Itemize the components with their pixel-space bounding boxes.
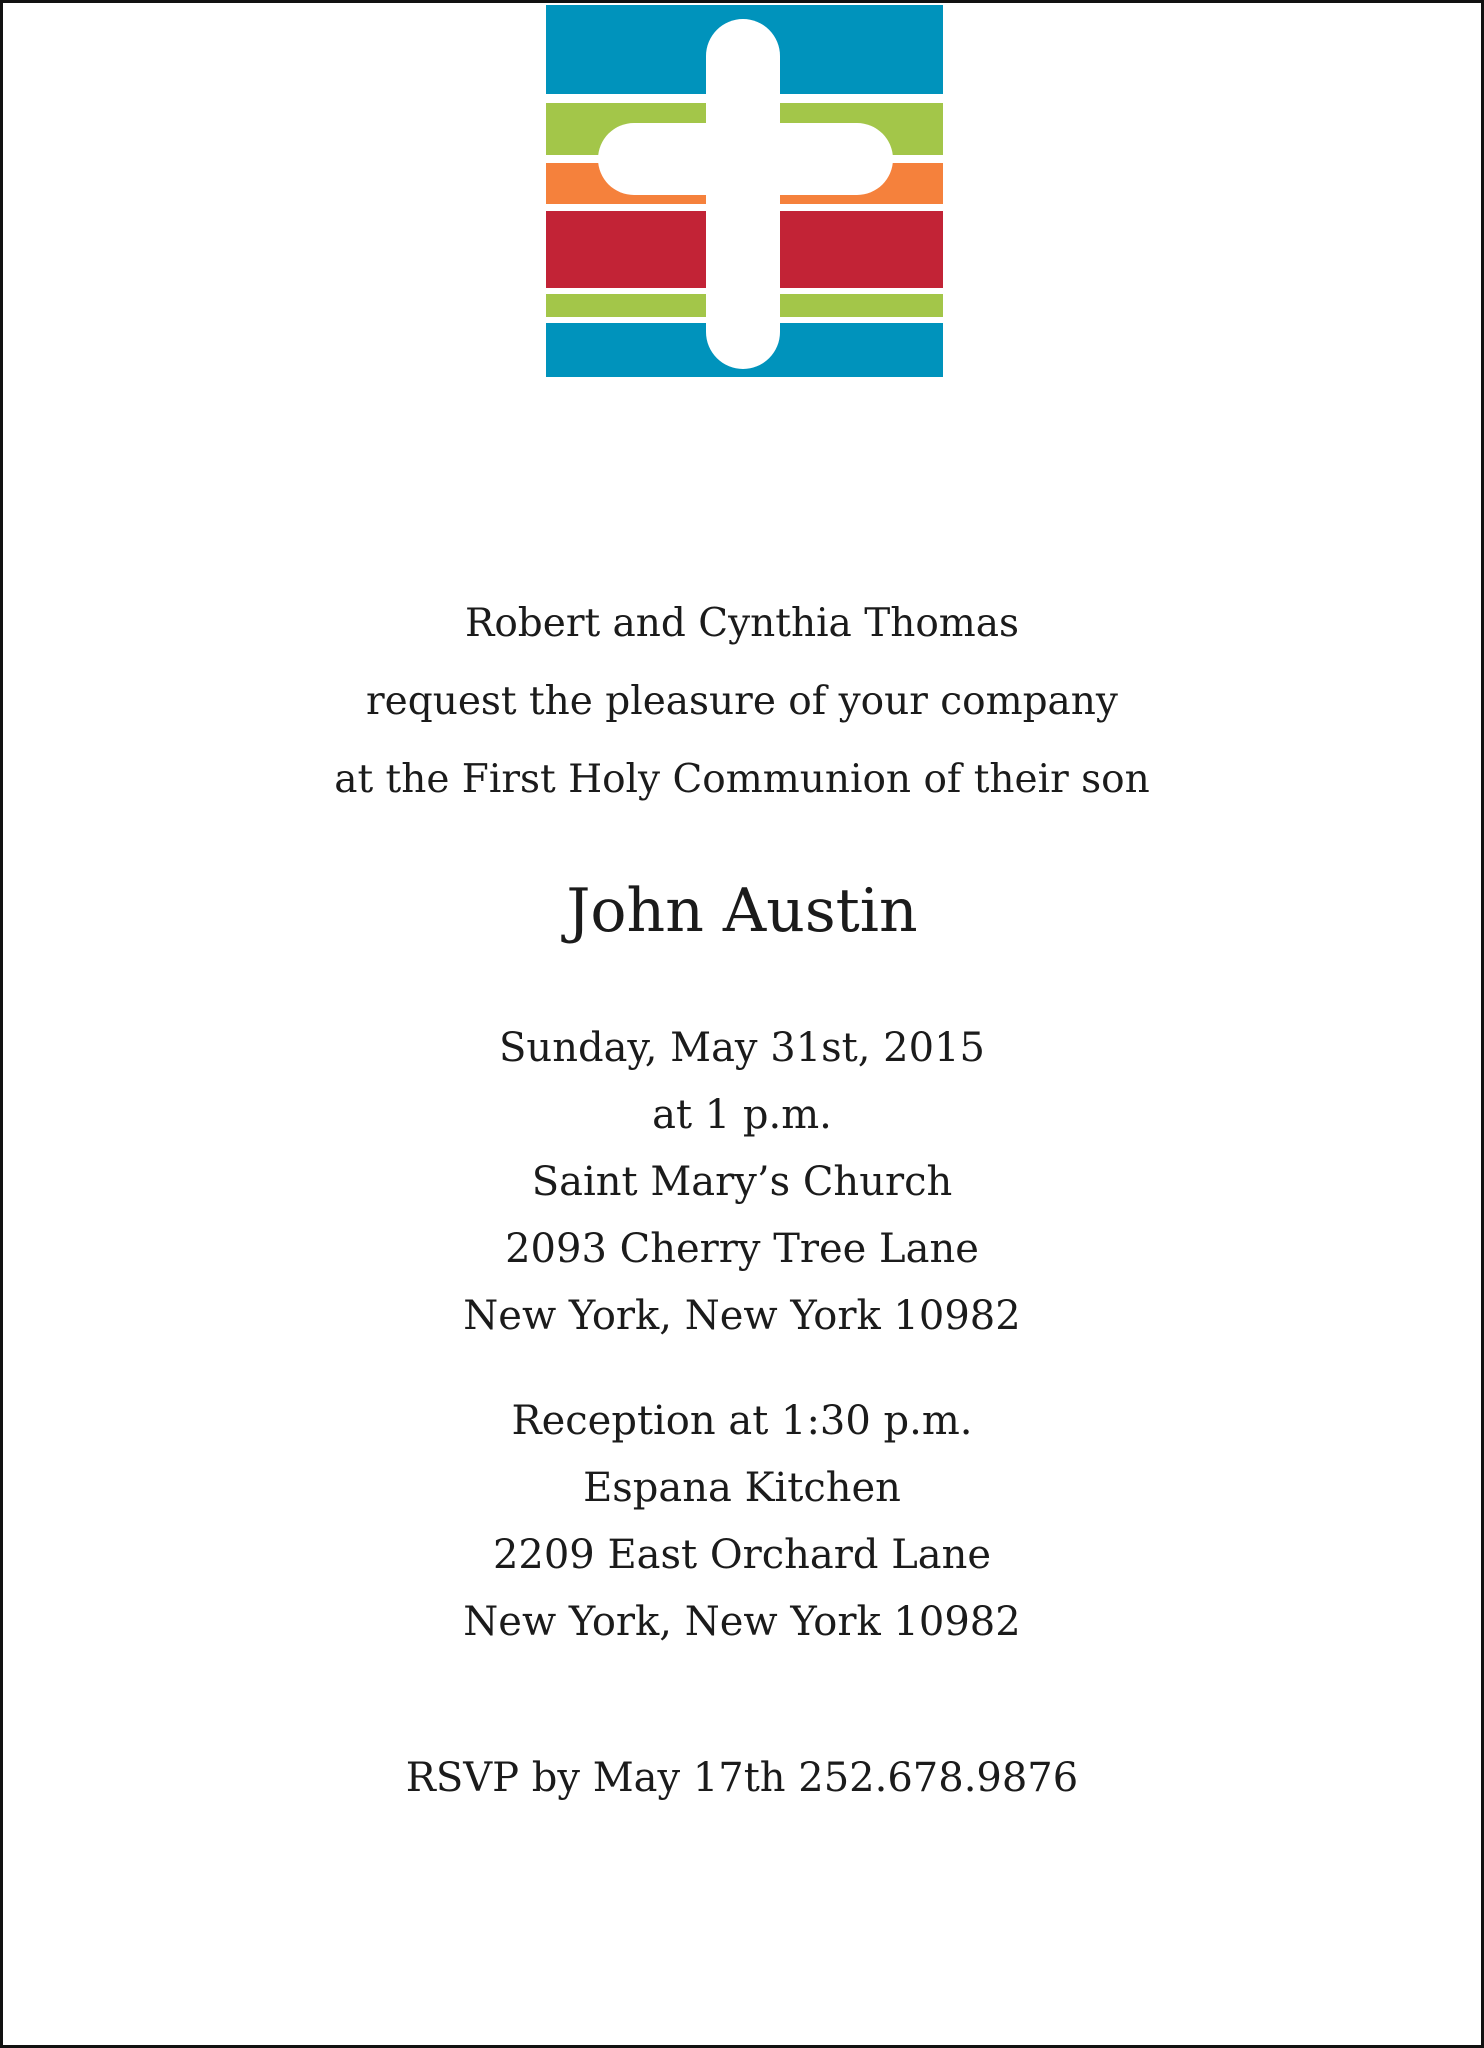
ceremony-venue: Saint Mary’s Church [531, 1159, 953, 1205]
intro-text [3, 585, 1481, 819]
honoree-name: John Austin [566, 876, 918, 946]
ceremony-details [3, 1015, 1481, 1350]
rsvp-line: RSVP by May 17th 252.678.9876 [405, 1755, 1079, 1801]
cross-icon [546, 5, 943, 377]
occasion-line: at the First Holy Communion of their son [334, 757, 1150, 802]
reception-city: New York, New York 10982 [463, 1599, 1021, 1645]
ceremony-time: at 1 p.m. [652, 1092, 832, 1138]
reception-street: 2209 East Orchard Lane [492, 1532, 992, 1578]
request-line: request the pleasure of your company [366, 679, 1118, 724]
hosts-line: Robert and Cynthia Thomas [464, 601, 1020, 646]
reception-details [3, 1388, 1481, 1656]
ceremony-street: 2093 Cherry Tree Lane [505, 1226, 979, 1272]
reception-venue: Espana Kitchen [583, 1465, 901, 1511]
ceremony-date: Sunday, May 31st, 2015 [499, 1025, 985, 1071]
ceremony-city: New York, New York 10982 [463, 1293, 1021, 1339]
reception-time: Reception at 1:30 p.m. [511, 1398, 973, 1444]
